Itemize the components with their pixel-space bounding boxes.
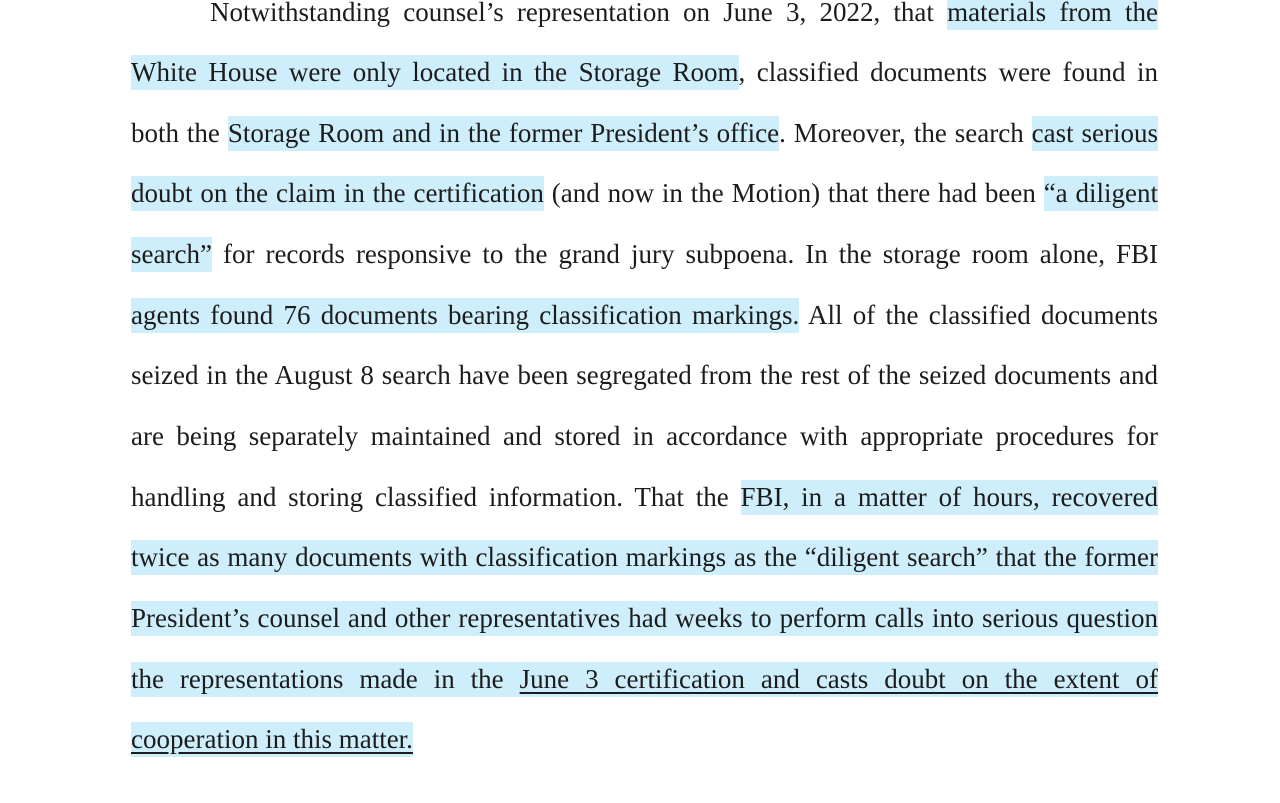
text-line-11 (131, 598, 1158, 638)
text-run: (and now in the Motion) that there had been (543, 178, 1044, 208)
text-run: seized in the August 8 search have been segregated from the rest of the seized documents and (131, 360, 1158, 390)
underlined-highlighted-text: cooperation in this matter. (131, 722, 413, 757)
text-line-7 (131, 355, 1158, 395)
highlighted-text: doubt on the claim in the certification (131, 176, 544, 211)
highlighted-text: materials from the (947, 0, 1158, 30)
highlighted-text: Storage Room and in the former President’s office (228, 116, 779, 151)
text-run: , classified documents were found in (738, 57, 1158, 87)
highlighted-text: FBI, in a matter of hours, recovered (741, 480, 1158, 515)
text-line-3 (131, 113, 1158, 153)
text-run: both the (131, 118, 228, 148)
text-run: Notwithstanding counsel’s representation on June 3, 2022, that (210, 0, 948, 27)
text-line-10 (131, 537, 1158, 577)
text-run: for records responsive to the grand jury subpoena. In the storage room alone, FBI (211, 239, 1158, 269)
highlighted-text: cast serious (1032, 116, 1158, 151)
highlighted-text: twice as many documents with classification markings as the “diligent search” that the former (131, 540, 1158, 575)
text-line-4 (131, 173, 1158, 213)
text-line-5 (131, 234, 1158, 274)
highlighted-text: agents found 76 documents bearing classification markings. (131, 298, 799, 333)
text-run: are being separately maintained and stored in accordance with appropriate procedures for (131, 421, 1158, 451)
highlighted-text: the representations made in the (131, 662, 520, 697)
highlighted-text: “a diligent (1044, 176, 1158, 211)
highlighted-text: White House were only located in the Storage Room (131, 55, 739, 90)
text-run: handling and storing classified information. That the (131, 482, 741, 512)
text-line-6 (131, 295, 1158, 335)
text-line-13 (131, 719, 1158, 759)
highlighted-text: President’s counsel and other representatives had weeks to perform calls into serious question (131, 601, 1158, 636)
text-line-8 (131, 416, 1158, 456)
underlined-highlighted-text: June 3 certification and casts doubt on the extent of (520, 662, 1158, 697)
text-line-2 (131, 52, 1158, 92)
highlighted-text: search” (131, 237, 212, 272)
text-line-9 (131, 477, 1158, 517)
text-line-1 (210, 0, 1158, 32)
text-run: All of the classified documents (799, 300, 1158, 330)
text-line-12 (131, 659, 1158, 699)
text-run: . Moreover, the search (779, 118, 1032, 148)
